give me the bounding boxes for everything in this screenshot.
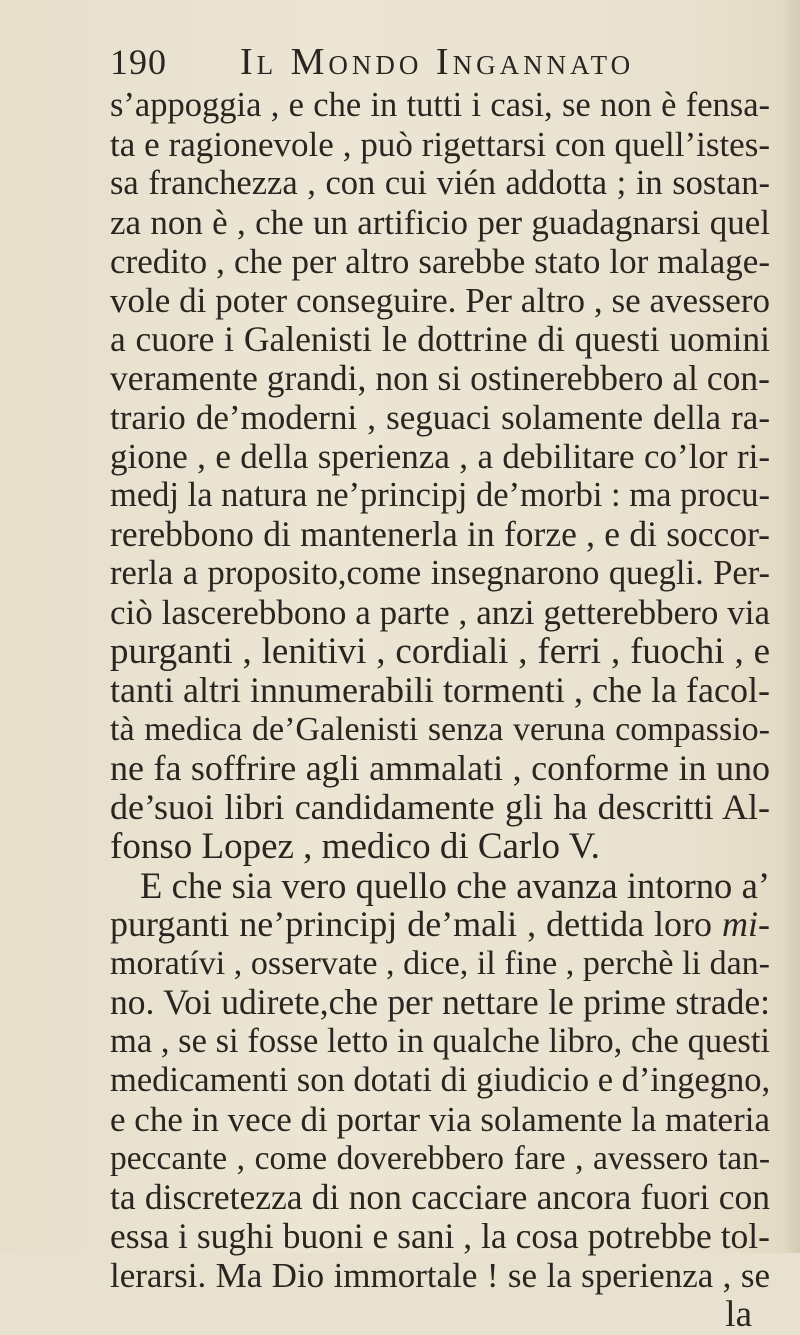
text-line: vole di poter conseguire. Per altro , se avessero: [110, 281, 770, 320]
italic-word: mi-: [722, 904, 770, 944]
text-line: za non è , che un artificio per guadagnarsi quel: [110, 203, 770, 242]
text-line: credito , che per altro sarebbe stato lor malage-: [110, 242, 770, 281]
text-line: essa i sughi buoni e sani , la cosa potrebbe tol-: [110, 1216, 770, 1256]
text-line: ma , se si fosse letto in qualche libro, che questi: [110, 1022, 770, 1060]
text-line: peccante , come doverebbero fare , avessero tan-: [110, 1140, 770, 1177]
text-line: trario de’moderni , seguaci solamente della ra-: [110, 398, 770, 437]
text-line: purganti , lenitivi , cordiali , ferri , fuochi , e: [110, 631, 770, 672]
text-line: de’suoi libri candidamente gli ha descritti Al-: [110, 787, 770, 827]
text-line: gione , e della sperienza , a debilitare co’lor ri-: [110, 437, 770, 476]
text-line: lerarsi. Ma Dio immortale ! se la sperienza , se: [110, 1256, 770, 1295]
text-line-segment: purganti ne’principj de’mali , dettida loro: [110, 904, 722, 944]
text-line: no. Voi udirete,che per nettare le prime strade:: [110, 982, 770, 1022]
page-edge-shadow: [782, 0, 800, 1253]
text-line: ciò lascerebbono a parte , anzi getterebbero via: [110, 593, 770, 632]
text-line-with-italic: [110, 905, 770, 944]
text-line: fonso Lopez , medico di Carlo V.: [110, 826, 600, 867]
running-title: Il Mondo Ingannato: [240, 41, 635, 83]
text-line: e che in vece di portar via solamente la materia: [110, 1100, 770, 1139]
text-line: moratívi , osservate , dice, il fine , perchè li dan-: [110, 945, 770, 982]
text-line: ta e ragionevole , può rigettarsi con quell’istes-: [110, 125, 770, 164]
page-header: [110, 40, 730, 88]
text-line: medj la natura ne’principj de’morbi : ma procu-: [110, 476, 771, 514]
text-line: medicamenti son dotati di giudicio e d’ingegno,: [110, 1061, 771, 1099]
text-line: a cuore i Galenisti le dottrine di questi uomini: [110, 319, 770, 359]
text-line: sa franchezza , con cui vién addotta ; in sostan-: [110, 164, 770, 202]
text-line: E che sia vero quello che avanza intorno a’: [140, 865, 770, 906]
catchword: la: [725, 1294, 752, 1335]
body-text: [110, 86, 770, 1334]
page-number: 190: [110, 42, 167, 82]
text-line: ta discretezza di non cacciare ancora fuori con: [110, 1177, 770, 1217]
text-line: veramente grandi, non si ostinerebbero al con-: [110, 358, 770, 398]
text-line: ne fa soffrire agli ammalati , conforme in uno: [110, 748, 770, 788]
text-line: rerla a proposito,come insegnarono quegli. Per-: [110, 554, 770, 592]
text-line: s’appoggia , e che in tutti i casi, se non è fensa-: [110, 86, 770, 124]
text-line: tà medica de’Galenisti senza veruna compassio-: [110, 711, 770, 748]
text-line: tanti altri innumerabili tormenti , che la facol-: [110, 670, 770, 710]
text-line: rerebbono di mantenerla in forze , e di soccor-: [110, 514, 770, 554]
